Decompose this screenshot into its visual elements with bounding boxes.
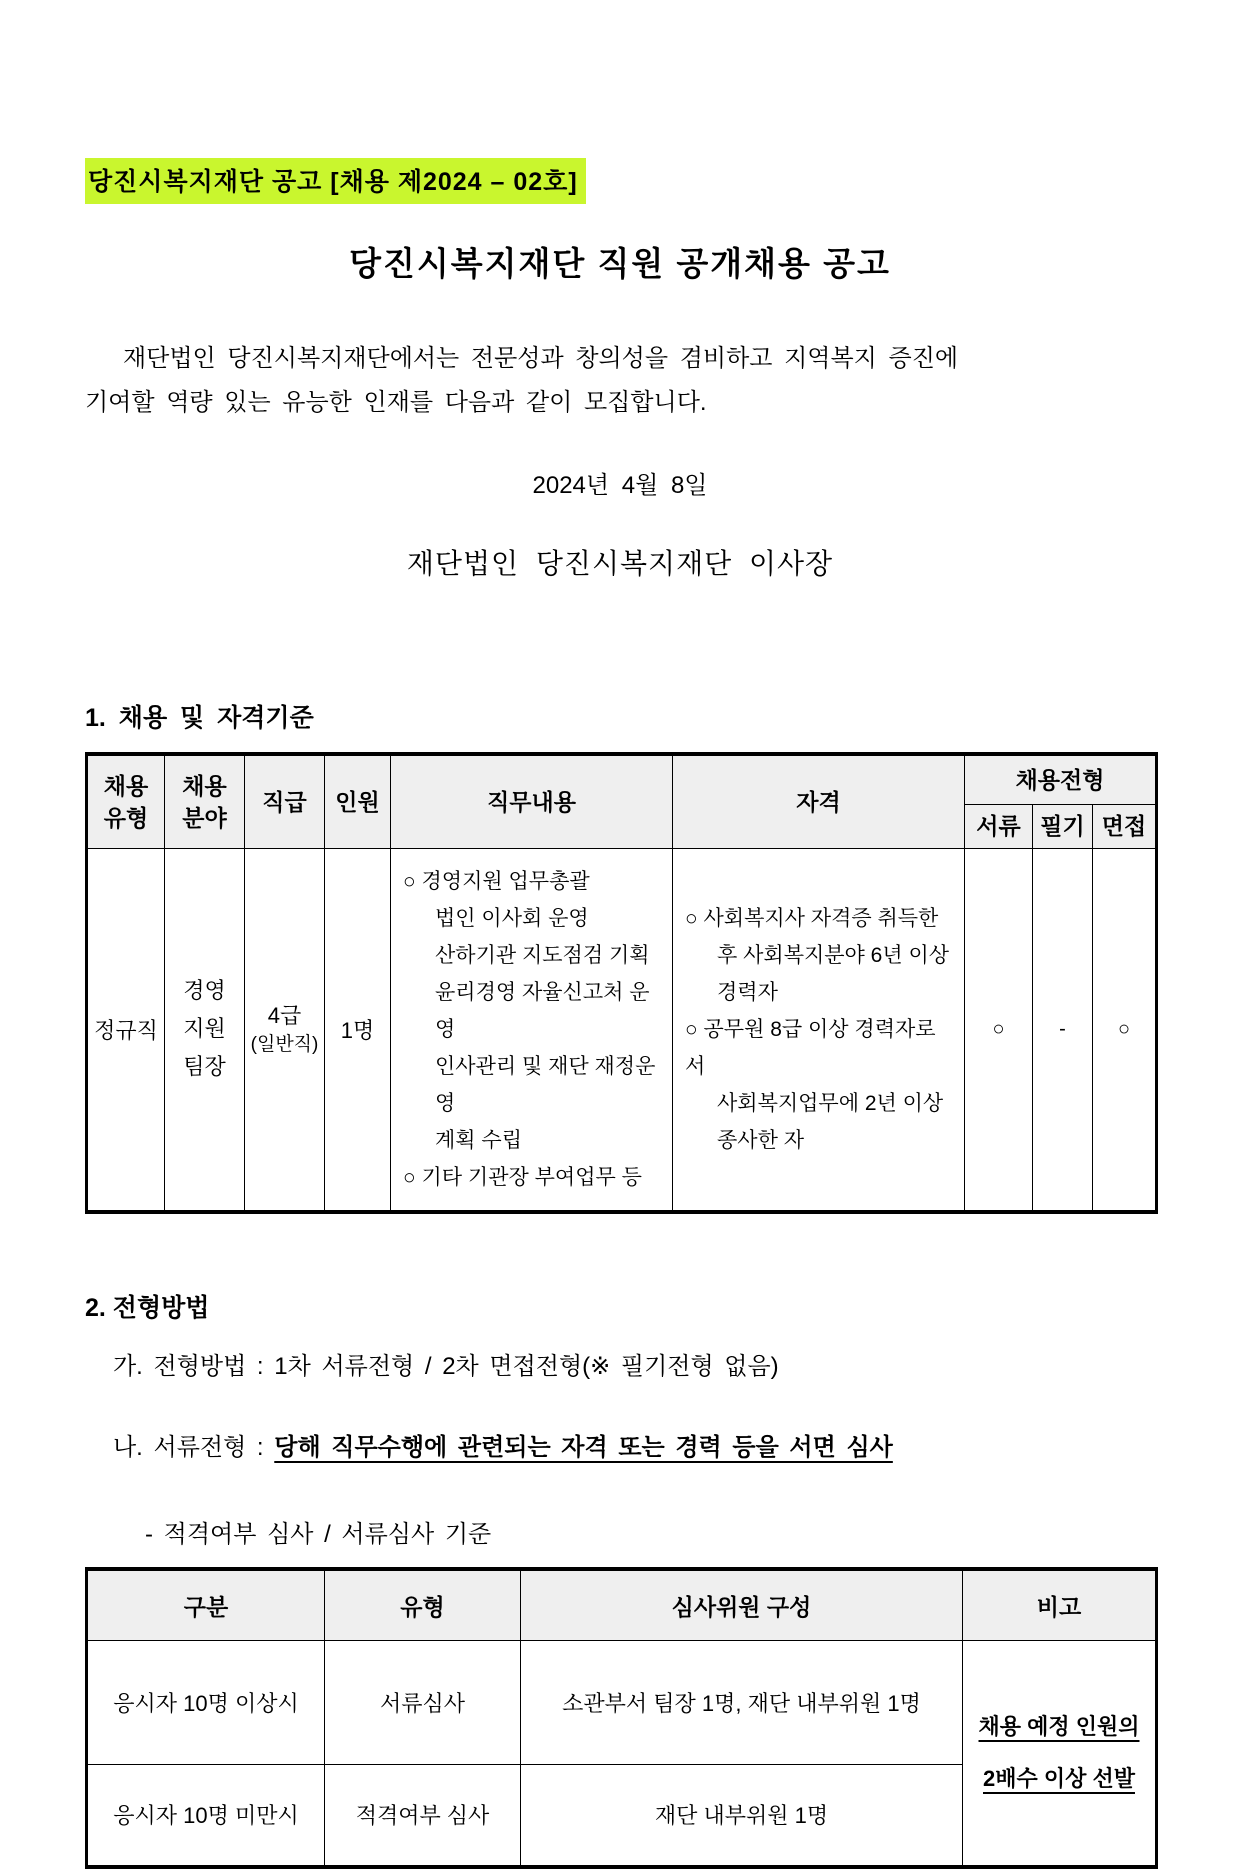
cell-recruit-field: 경영 지원 팀장 xyxy=(165,848,245,1212)
cell-recruit-type: 정규직 xyxy=(87,848,165,1212)
cell-grade: 4급 (일반직) xyxy=(245,848,325,1212)
header-panel: 심사위원 구성 xyxy=(521,1569,963,1641)
header-recruit-type: 채용 유형 xyxy=(87,754,165,848)
section2-sub-item: - 적격여부 심사 / 서류심사 기준 xyxy=(145,1520,492,1548)
intro-paragraph xyxy=(85,337,1155,425)
header-process: 채용전형 xyxy=(965,754,1157,804)
item-na-prefix: 나. 서류전형 : xyxy=(113,1433,275,1461)
review-criteria-table xyxy=(85,1567,1158,1869)
header-process-document: 서류 xyxy=(965,804,1033,848)
cell-category-2: 응시자 10명 미만시 xyxy=(87,1765,325,1867)
cell-duties: ○ 경영지원 업무총괄 법인 이사회 운영 산하기관 지도점검 기획 윤리경영 자율신고처 운영 인사관리 및 재단 재정운영 계획 수립 ○ 기타 기관장 부여업무 등 xyxy=(391,848,673,1212)
section1-heading: 1. 채용 및 자격기준 xyxy=(85,704,314,732)
cell-panel-2: 재단 내부위원 1명 xyxy=(521,1765,963,1867)
header-review-type: 유형 xyxy=(325,1569,521,1641)
header-process-written: 필기 xyxy=(1033,804,1093,848)
cell-review-type-1: 서류심사 xyxy=(325,1641,521,1765)
section2-item-ga: 가. 전형방법 : 1차 서류전형 / 2차 면접전형(※ 필기전형 없음) xyxy=(113,1352,779,1380)
table-row xyxy=(87,1641,1157,1765)
intro-line-2: 기여할 역량 있는 유능한 인재를 다음과 같이 모집합니다. xyxy=(85,389,707,416)
header-recruit-field: 채용 분야 xyxy=(165,754,245,848)
header-grade: 직급 xyxy=(245,754,325,848)
table-row xyxy=(87,848,1157,1212)
header-process-interview: 면접 xyxy=(1093,804,1157,848)
cell-panel-1: 소관부서 팀장 1명, 재단 내부위원 1명 xyxy=(521,1641,963,1765)
header-remarks: 비고 xyxy=(963,1569,1157,1641)
item-na-emphasis: 당해 직무수행에 관련되는 자격 또는 경력 등을 서면 심사 xyxy=(274,1433,893,1461)
announcement-date: 2024년 4월 8일 xyxy=(532,472,708,499)
cell-mark-written: - xyxy=(1033,848,1093,1212)
cell-mark-document: ○ xyxy=(965,848,1033,1212)
header-duties: 직무내용 xyxy=(391,754,673,848)
header-count: 인원 xyxy=(325,754,391,848)
cell-category-1: 응시자 10명 이상시 xyxy=(87,1641,325,1765)
page-title: 당진시복지재단 직원 공개채용 공고 xyxy=(349,245,891,282)
notice-number-highlight: 당진시복지재단 공고 [채용 제2024 – 02호] xyxy=(85,158,586,204)
section2-item-na xyxy=(85,1427,1155,1462)
cell-qualification: ○ 사회복지사 자격증 취득한 후 사회복지분야 6년 이상 경력자 ○ 공무원 8급 이상 경력자로서 사회복지업무에 2년 이상 종사한 자 xyxy=(673,848,965,1212)
cell-count: 1명 xyxy=(325,848,391,1212)
header-category: 구분 xyxy=(87,1569,325,1641)
cell-review-type-2: 적격여부 심사 xyxy=(325,1765,521,1867)
section2-heading: 2. 전형방법 xyxy=(85,1293,210,1322)
recruitment-table xyxy=(85,752,1158,1214)
intro-line-1: 재단법인 당진시복지재단에서는 전문성과 창의성을 겸비하고 지역복지 증진에 xyxy=(123,345,959,372)
header-qualification: 자격 xyxy=(673,754,965,848)
signer-line: 재단법인 당진시복지재단 이사장 xyxy=(406,548,834,579)
cell-mark-interview: ○ xyxy=(1093,848,1157,1212)
cell-remarks-note: 채용 예정 인원의 2배수 이상 선발 xyxy=(963,1641,1157,1867)
